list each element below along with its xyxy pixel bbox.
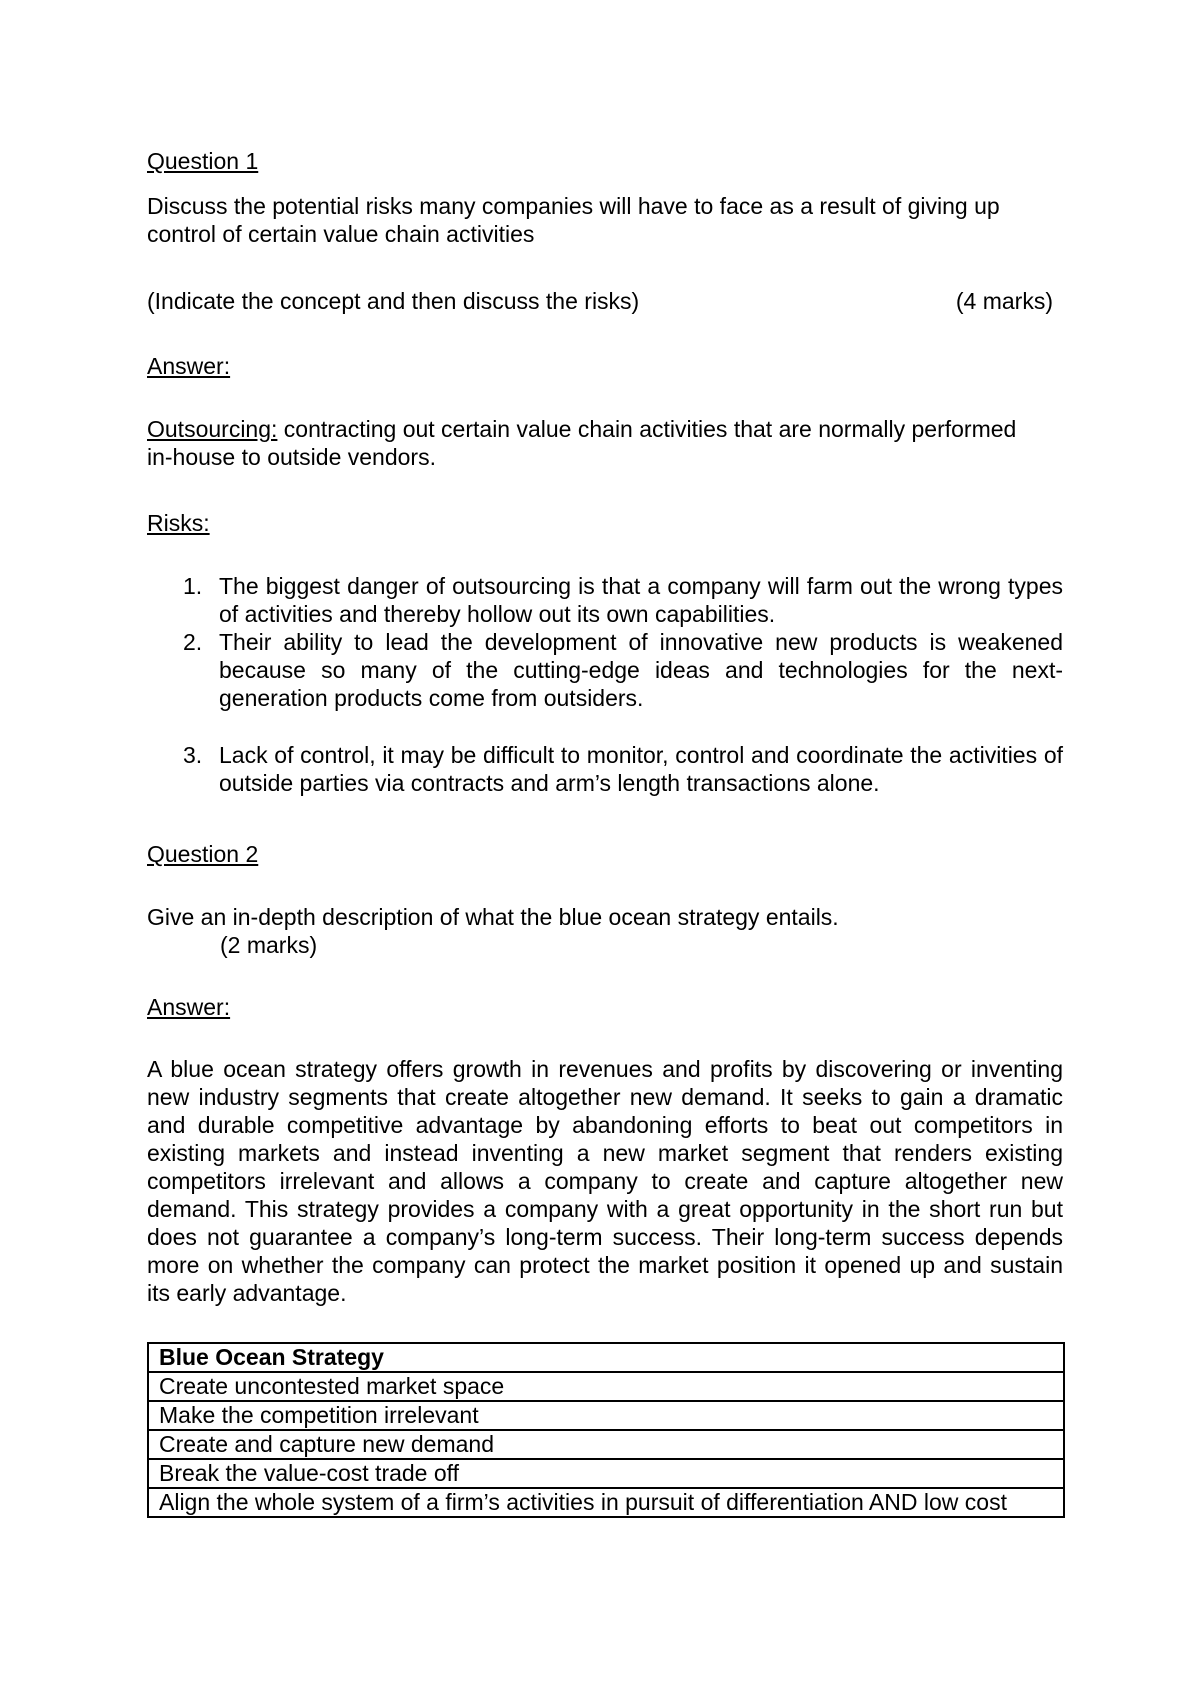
question-2-prompt-block (147, 903, 1063, 959)
blue-ocean-answer: A blue ocean strategy offers growth in revenues and profits by discovering or inventing new industry segments that create altogether new demand. It seeks to gain a dramatic and durable competitive advantage by abandoning efforts to beat out competitors in existing markets and instead inventing a new market segment that renders existing competitors irrelevant and allows a company to create and capture altogether new demand. This strategy provides a company with a great opportunity in the short run but does not guarantee a company’s long-term success. Their long-term success depends more on whether the company can protect the market position it opened up and sustain its early advantage. (147, 1056, 1063, 1306)
risk-item (147, 628, 1063, 712)
question-2-marks: (2 marks) (220, 932, 318, 958)
risk-text: Lack of control, it may be difficult to monitor, control and coordinate the activities of outside parties via contracts and arm’s length transactions alone. (219, 742, 1063, 796)
table-row (148, 1372, 1064, 1401)
risk-item (147, 741, 1063, 797)
risks-heading: Risks: (147, 510, 210, 536)
risk-item (147, 572, 1063, 628)
outsourcing-definition-line-1: contracting out certain value chain activities that are normally performed (277, 416, 1017, 442)
question-1-prompt-line-2: control of certain value chain activities (147, 221, 535, 247)
table-row (148, 1488, 1064, 1517)
question-1-instruction: (Indicate the concept and then discuss the risks) (147, 288, 640, 314)
question-1-instruction-row (147, 287, 1063, 315)
risk-number: 1. (183, 573, 203, 599)
blue-ocean-strategy-table (147, 1342, 1065, 1518)
table-cell: Create uncontested market space (148, 1372, 1064, 1401)
question-1-answer-heading: Answer: (147, 353, 231, 379)
risks-list (147, 572, 1063, 797)
table-cell: Create and capture new demand (148, 1430, 1064, 1459)
outsourcing-definition (147, 415, 1063, 471)
table-cell: Align the whole system of a firm’s activities in pursuit of differentiation AND low cost (148, 1488, 1064, 1517)
table-row (148, 1430, 1064, 1459)
outsourcing-definition-line-2: in-house to outside vendors. (147, 444, 436, 470)
document-page (147, 0, 1063, 1515)
table-header-cell: Blue Ocean Strategy (148, 1343, 1064, 1372)
table-cell: Make the competition irrelevant (148, 1401, 1064, 1430)
risk-number: 3. (183, 742, 203, 768)
question-2-prompt: Give an in-depth description of what the blue ocean strategy entails. (147, 904, 839, 930)
risk-text: Their ability to lead the development of innovative new products is weakened because so many of the cutting-edge ideas and technologies for the next-generation products come from outsiders. (219, 629, 1063, 711)
question-1-heading: Question 1 (147, 148, 259, 174)
outsourcing-term: Outsourcing: (147, 416, 278, 442)
question-2-answer-heading: Answer: (147, 994, 231, 1020)
table-header-row (148, 1343, 1064, 1372)
question-2-heading: Question 2 (147, 841, 259, 867)
question-1-prompt (147, 192, 1063, 248)
table-row (148, 1459, 1064, 1488)
question-1-marks: (4 marks) (955, 288, 1053, 314)
table-cell: Break the value-cost trade off (148, 1459, 1064, 1488)
risk-number: 2. (183, 629, 203, 655)
table-row (148, 1401, 1064, 1430)
question-1-prompt-line-1: Discuss the potential risks many companies will have to face as a result of giving up (147, 193, 1000, 219)
risk-text: The biggest danger of outsourcing is that a company will farm out the wrong types of activities and thereby hollow out its own capabilities. (219, 573, 1063, 627)
